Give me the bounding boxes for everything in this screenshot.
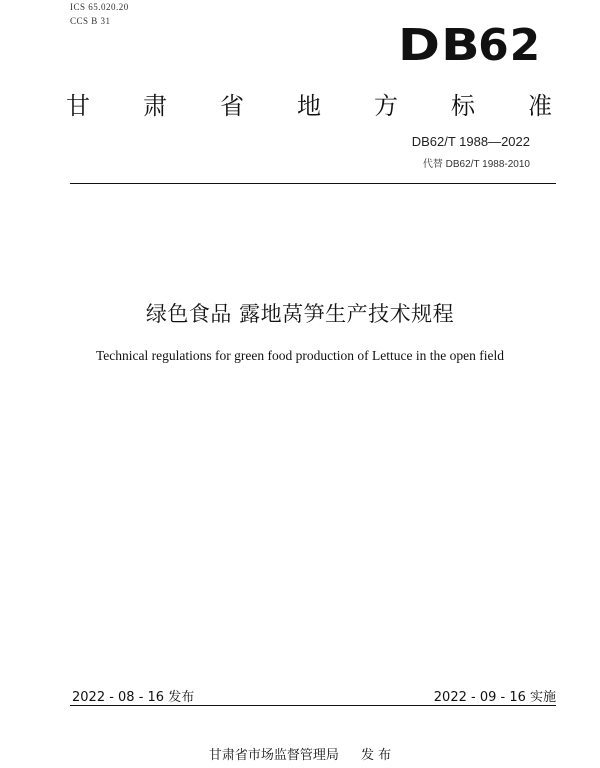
standard-type-char: 甘 (66, 92, 90, 120)
db-logo-prefix: DB (398, 20, 481, 71)
issuer-line (0, 744, 600, 763)
footer-divider (70, 705, 556, 706)
ccs-code: CCS B 31 (70, 16, 111, 26)
document-title-english: Technical regulations for green food production of Lettuce in the open field (95, 348, 505, 363)
ics-code: ICS 65.020.20 (70, 2, 129, 12)
issue-date: 2022 - 08 - 16 发布 (72, 690, 195, 705)
implementation-date: 2022 - 09 - 16 实施 (433, 690, 556, 705)
standard-type-char: 标 (451, 92, 475, 120)
issuer-name: 甘肃省市场监督管理局 (208, 748, 339, 763)
db-logo (398, 20, 542, 71)
issuer-action: 发 布 (360, 748, 392, 763)
document-title-chinese: 绿色食品 露地莴笋生产技术规程 (145, 302, 455, 326)
standard-type-char: 方 (374, 92, 398, 120)
replaces-standard: 代替 DB62/T 1988-2010 (422, 159, 530, 170)
standard-type-char: 地 (297, 92, 321, 120)
standard-type-char: 肃 (143, 92, 167, 120)
standard-type-heading (66, 86, 552, 121)
standard-number: DB62/T 1988—2022 (411, 134, 530, 149)
header-divider (70, 183, 556, 184)
db-logo-number: 62 (478, 20, 542, 71)
standard-type-char: 准 (528, 92, 552, 120)
standard-type-char: 省 (220, 92, 244, 120)
